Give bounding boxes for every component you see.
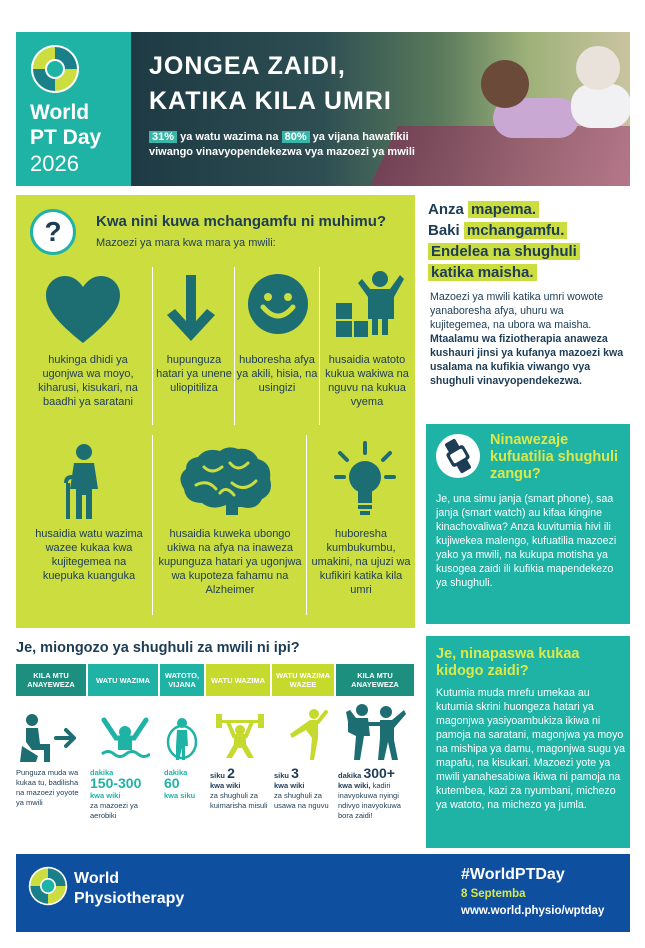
smartwatch-icon xyxy=(436,434,480,478)
headline-statistic xyxy=(149,130,449,160)
start-line2 xyxy=(428,222,567,240)
guideline-pre: dakika xyxy=(338,771,362,780)
guideline-pre: siku xyxy=(274,771,290,780)
world-physiotherapy-logo-icon xyxy=(28,866,68,906)
tracking-title: Ninawezaje kufuatilia shughuli zangu? xyxy=(490,432,619,482)
guideline-pre: dakika xyxy=(90,768,114,777)
tracking-body: Je, una simu janja (smart phone), saa janja (smart watch) au kifaa kingine kinachovaliwa? Anza kuvitumia hivi ili kujiwekea malengo, kufuatilia mazoezi yako ya mwili, na kukupa motisha ya kusogea zaidi ili kufikia mapendekezo ya shughuli. xyxy=(436,493,617,589)
stat-text-1: ya watu wazima na xyxy=(177,131,282,143)
guideline-value: 2 xyxy=(227,765,235,781)
logo-text-year: 2026 xyxy=(30,151,79,176)
stat-text-2: ya vijana hawafikii viwango vinavyopendekezwa vya mazoezi ya mwili xyxy=(149,131,415,158)
page-title-line1: JONGEA ZAIDI, xyxy=(149,52,346,80)
logo-text-ptday: PT Day xyxy=(30,126,102,149)
person-head-1 xyxy=(481,60,529,108)
brain-icon xyxy=(176,445,276,515)
benefit-label: huboresha afya ya akili, hisia, na usingizi xyxy=(236,354,318,394)
guideline-unit: kwa siku xyxy=(164,791,196,800)
org-name-line1: World xyxy=(74,870,120,887)
sit-less-title: Je, ninapaswa kukaa kidogo zaidi? xyxy=(436,646,580,679)
logo-text-world: World xyxy=(30,101,90,124)
swimmer-icon xyxy=(100,716,150,762)
start-line3 xyxy=(428,243,580,261)
question-icon: ? xyxy=(30,209,76,255)
hero-photo xyxy=(131,32,630,186)
guideline-unit: kwa wiki xyxy=(90,791,121,800)
sit-stand-icon xyxy=(18,712,80,764)
wptd-logo-mark-icon xyxy=(30,44,80,94)
dancers-icon xyxy=(344,702,406,762)
arrow-down-icon xyxy=(163,273,219,343)
start-highlight: katika maisha. xyxy=(428,264,537,281)
guideline-unit: kwa wiki, xyxy=(338,781,371,790)
guideline-value: 3 xyxy=(291,765,299,781)
guideline-pre: siku xyxy=(210,771,226,780)
footer xyxy=(16,854,630,932)
guideline-audience-bar: KILA MTU ANAYEWEZA xyxy=(16,664,86,696)
start-line1 xyxy=(428,201,539,219)
person-body-2 xyxy=(571,84,630,128)
guideline-strength xyxy=(210,765,270,811)
divider xyxy=(306,435,307,615)
guideline-desc: kadiri inavyokuwa nyingi ndivyo inavyokuwa bora zaidi! xyxy=(338,781,401,820)
guideline-desc: za shughuli za usawa na nguvu xyxy=(274,791,329,810)
why-title: Kwa nini kuwa mchangamfu ni muhimu? xyxy=(96,213,387,230)
start-body-text: Mazoezi ya mwili katika umri wowote yanaboresha afya, uhuru wa kujitegemea, na ubora wa maisha. xyxy=(430,291,604,331)
balance-pose-icon xyxy=(284,708,328,762)
stat-pct-adults: 31% xyxy=(149,131,177,143)
website-link[interactable]: www.world.physio/wptday xyxy=(461,905,605,917)
wptd-logo xyxy=(16,32,131,186)
divider xyxy=(152,267,153,425)
heart-icon xyxy=(44,275,122,345)
guideline-children xyxy=(164,768,204,801)
guideline-unit: kwa wiki xyxy=(274,781,305,790)
person-head-2 xyxy=(576,46,620,90)
start-highlight: mapema. xyxy=(468,201,539,218)
guideline-unit: kwa wiki xyxy=(210,781,241,790)
guideline-text: Punguza muda wa kukaa tu, badilisha na mazoezi yoyote ya mwili xyxy=(16,768,79,807)
sit-less-box xyxy=(426,636,630,848)
tracking-box xyxy=(426,424,630,624)
benefit-label: hukinga dhidi ya ugonjwa wa moyo, kiharusi, kisukari, na baadhi ya saratani xyxy=(38,354,138,408)
hashtag: #WorldPTDay xyxy=(461,866,565,883)
org-name-line2: Physiotherapy xyxy=(74,890,185,907)
stat-pct-youth: 80% xyxy=(282,131,310,143)
why-active-panel xyxy=(16,195,415,628)
guideline-audience-bar: WATU WAZIMA WAZEE xyxy=(272,664,334,696)
start-highlight: Endelea na shughuli xyxy=(428,243,580,260)
elder-cane-icon xyxy=(54,443,118,521)
lightbulb-icon xyxy=(334,441,396,519)
divider xyxy=(319,267,320,425)
guideline-value: 60 xyxy=(164,775,180,791)
guideline-audience-bar: WATU WAZIMA xyxy=(88,664,158,696)
guideline-swim xyxy=(90,768,158,821)
benefit-label: hupunguza hatari ya unene uliopitiliza xyxy=(156,354,232,394)
guideline-audience-bar: KILA MTU ANAYEWEZA xyxy=(336,664,414,696)
guideline-desc: za mazoezi ya aerobiki xyxy=(90,801,138,820)
start-highlight: mchangamfu. xyxy=(464,222,568,239)
divider xyxy=(234,267,235,425)
guidelines-title: Je, miongozo ya shughuli za mwili ni ipi? xyxy=(16,640,300,656)
benefit-label: husaidia watu wazima wazee kukaa kwa kujitegemea na kuepuka kuanguka xyxy=(35,528,143,582)
page-title-line2: KATIKA KILA UMRI xyxy=(149,87,392,115)
start-body xyxy=(430,290,626,388)
guideline-value: 150-300 xyxy=(90,775,142,791)
sit-less-body: Kutumia muda mrefu umekaa au kutumia skrini huongeza hatari ya magonjwa yasiyoambukiza ikiwa ni pamoja na saratani, magonjwa ya moyo na mishipa ya damu, magonjwa sugu ya mapafu, na kisukari. Mazoezi yote ya mwili yanahesabiwa ikiwa ni pamoja na kutembea, kazi za nyumbani, michezo ya watoto, na michezo ya jumla. xyxy=(436,687,626,811)
weightlifter-icon xyxy=(214,708,266,760)
benefit-label: husaidia watoto kukua wakiwa na nguvu na kukua vyema xyxy=(325,354,409,408)
start-line4 xyxy=(428,264,537,282)
guideline-desc: za shughuli za kuimarisha misuli xyxy=(210,791,268,810)
header-banner xyxy=(16,32,630,186)
event-date: 8 Septemba xyxy=(461,888,526,900)
smiley-icon xyxy=(247,273,309,335)
child-blocks-icon xyxy=(334,269,404,339)
guideline-audience-bar: WATOTO, VIJANA xyxy=(160,664,204,696)
why-subtitle: Mazoezi ya mara kwa mara ya mwili: xyxy=(96,237,276,249)
guideline-audience-bar: WATU WAZIMA xyxy=(206,664,270,696)
guideline-balance xyxy=(274,765,334,811)
benefit-label: husaidia kuweka ubongo ukiwa na afya na inaweza kupunguza hatari ya ugonjwa wa kupoteza fahamu na Alzheimer xyxy=(158,528,302,596)
guideline-everyone xyxy=(338,765,416,821)
guideline-pre: dakika xyxy=(164,768,188,777)
start-word: Baki xyxy=(428,222,460,239)
start-word: Anza xyxy=(428,201,464,218)
benefit-label: huboresha kumbukumbu, umakini, na ujuzi wa kufikiri katika kila umri xyxy=(311,528,411,596)
guideline-value: 300+ xyxy=(363,765,395,781)
start-body-bold: Mtaalamu wa fiziotherapia anaweza kushauri jinsi ya kufanya mazoezi kwa usalama na kufikia viwango vya shughuli vinavyopendekezwa. xyxy=(430,333,624,387)
divider xyxy=(152,435,153,615)
child-hoop-icon xyxy=(166,716,198,762)
